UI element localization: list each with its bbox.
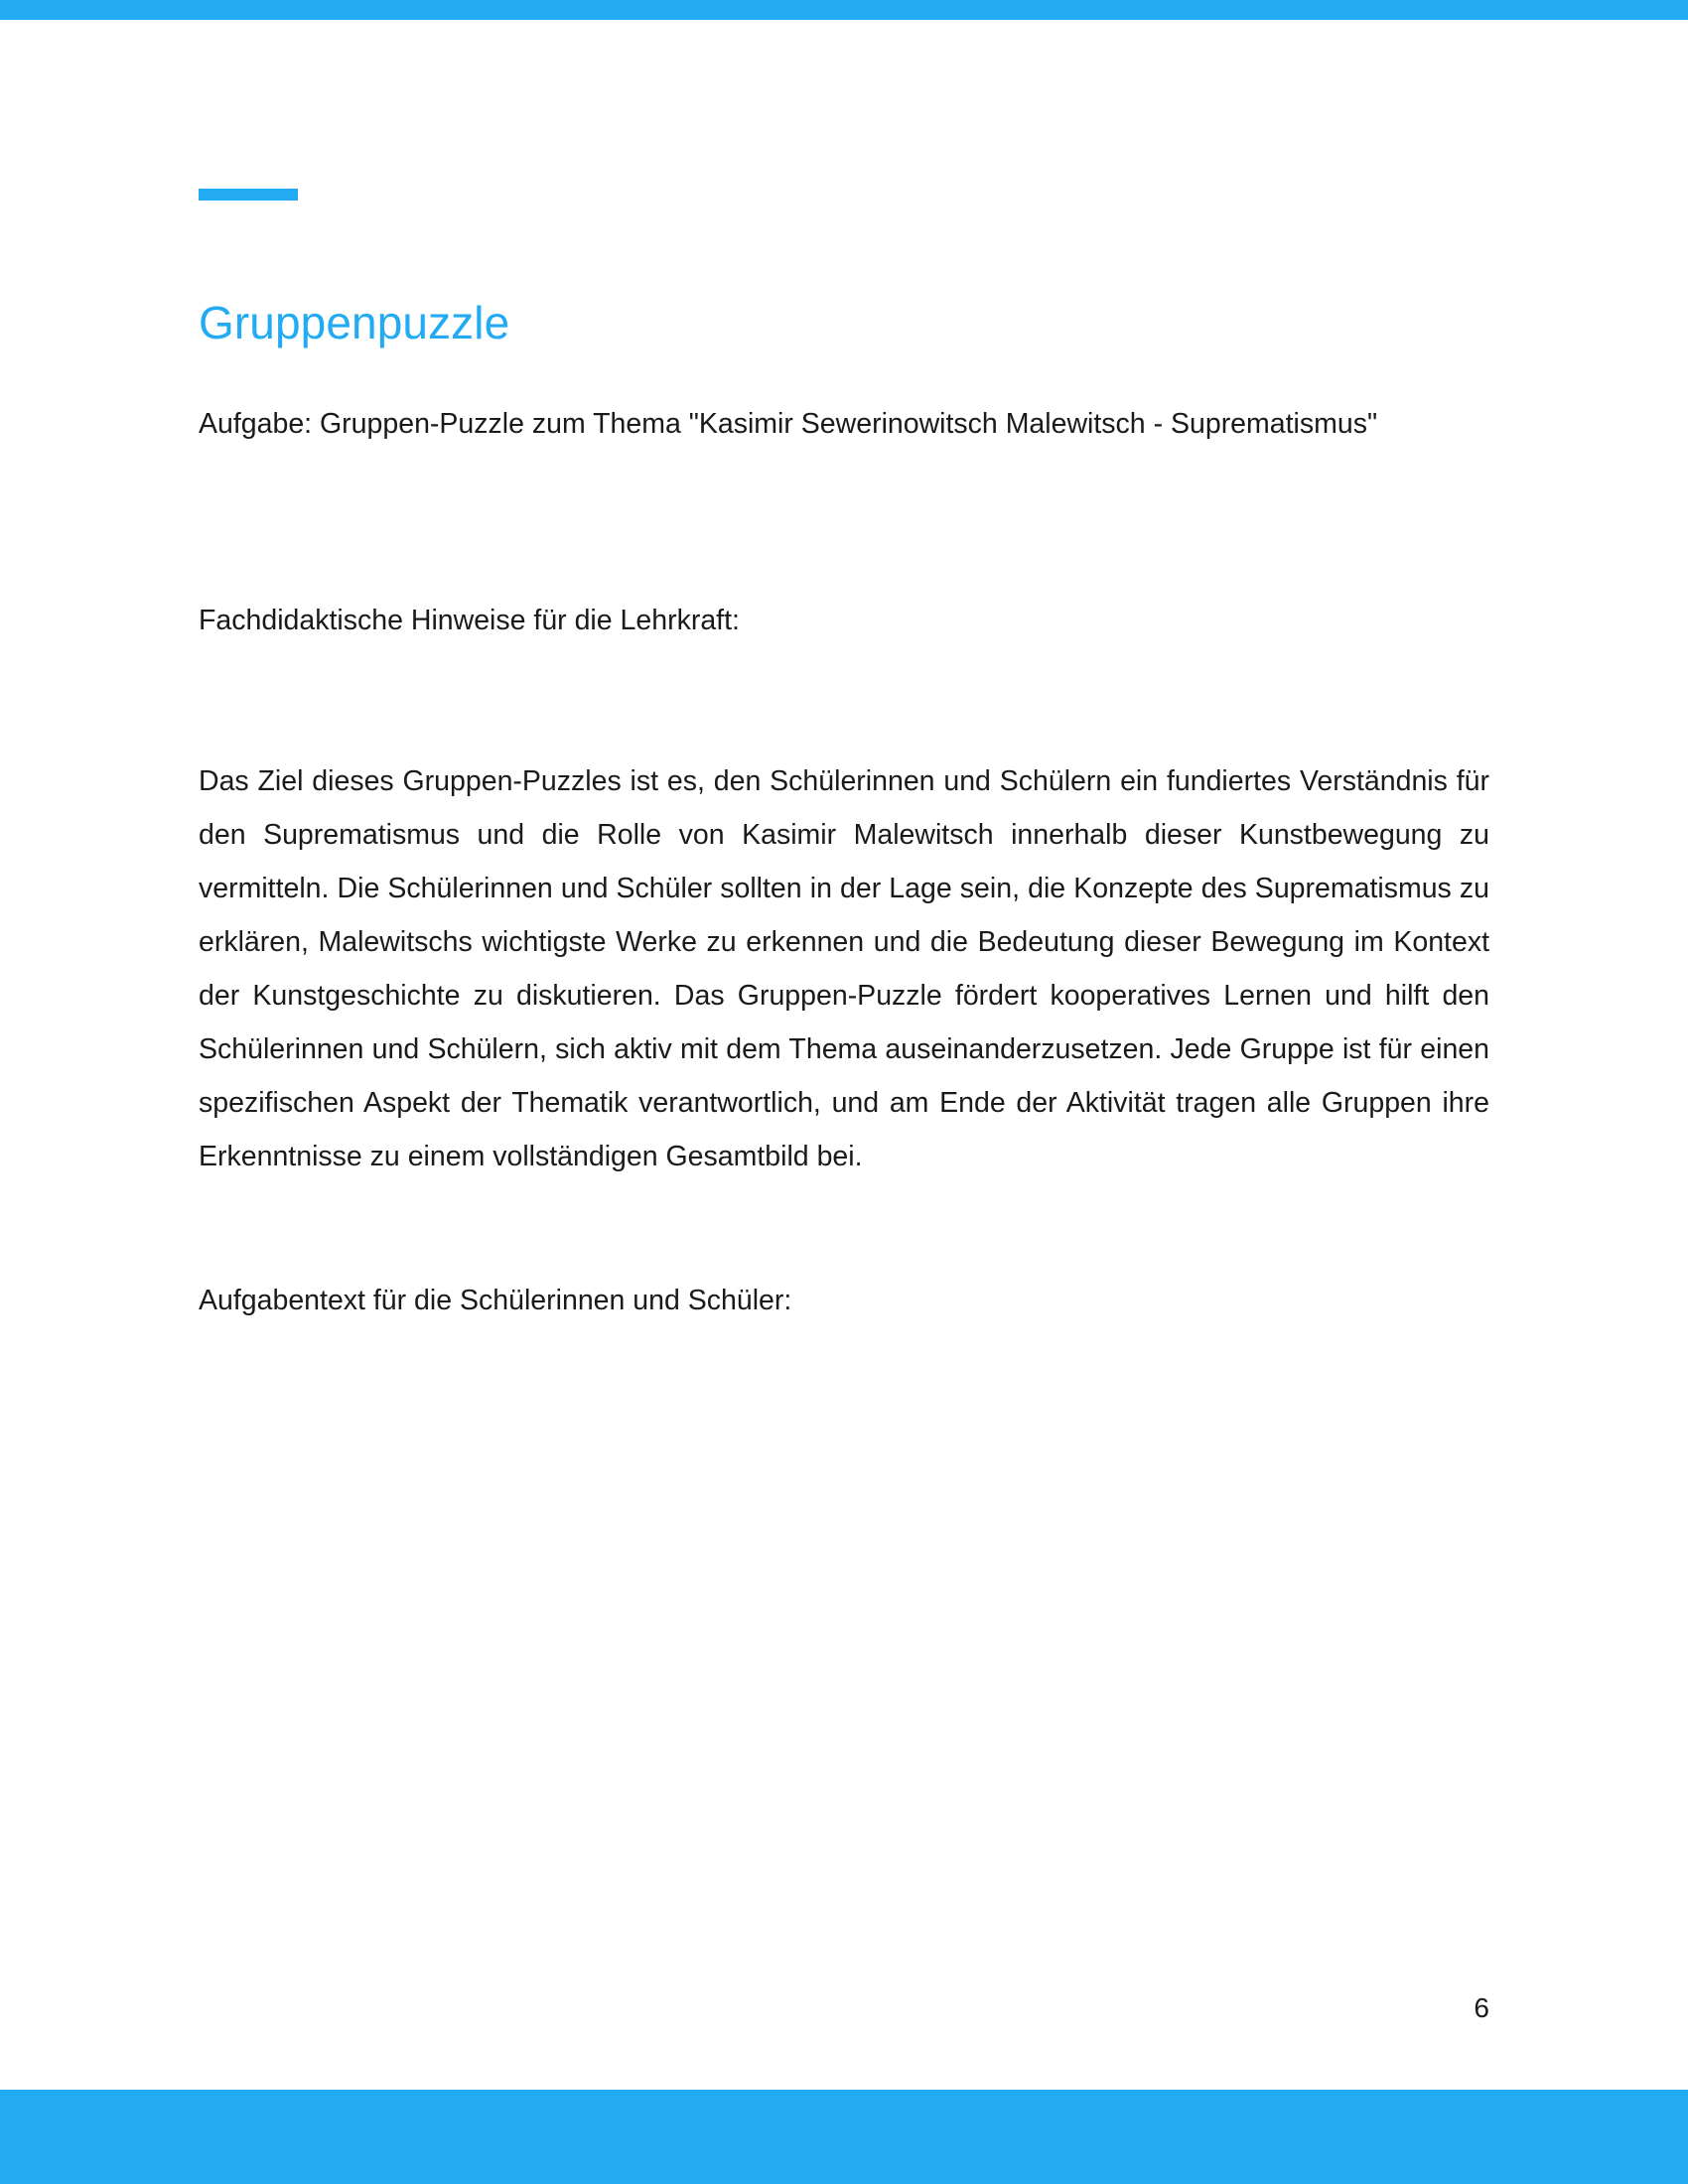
top-accent-band (0, 0, 1688, 20)
student-task-heading: Aufgabentext für die Schülerinnen und Schüler: (199, 1285, 792, 1316)
teacher-note-heading: Fachdidaktische Hinweise für die Lehrkraft: (199, 605, 740, 636)
page-number: 6 (1474, 1992, 1489, 2023)
assignment-statement: Aufgabe: Gruppen-Puzzle zum Thema "Kasimir Sewerinowitsch Malewitsch - Suprematismus" (199, 408, 1378, 440)
bottom-accent-band (0, 2090, 1688, 2184)
page-title: Gruppenpuzzle (199, 297, 510, 348)
goal-paragraph: Das Ziel dieses Gruppen-Puzzles ist es, den Schülerinnen und Schülern ein fundiertes Verständnis für den Suprematismus und die Rolle von Kasimir Malewitsch innerhalb dieser Kunstbewegung zu vermitteln. Die Schülerinnen und Schüler sollten in der Lage sein, die Konzepte des Suprematismus zu erklären, Malewitschs wichtigste Werke zu erkennen und die Bedeutung dieser Bewegung im Kontext der Kunstgeschichte zu diskutieren. Das Gruppen-Puzzle fördert kooperatives Lernen und hilft den Schülerinnen und Schülern, sich aktiv mit dem Thema auseinanderzusetzen. Jede Gruppe ist für einen spezifischen Aspekt der Thematik verantwortlich, und am Ende der Aktivität tragen alle Gruppen ihre Erkenntnisse zu einem vollständigen Gesamtbild bei. (199, 765, 1489, 1172)
title-accent-rule (199, 189, 298, 201)
